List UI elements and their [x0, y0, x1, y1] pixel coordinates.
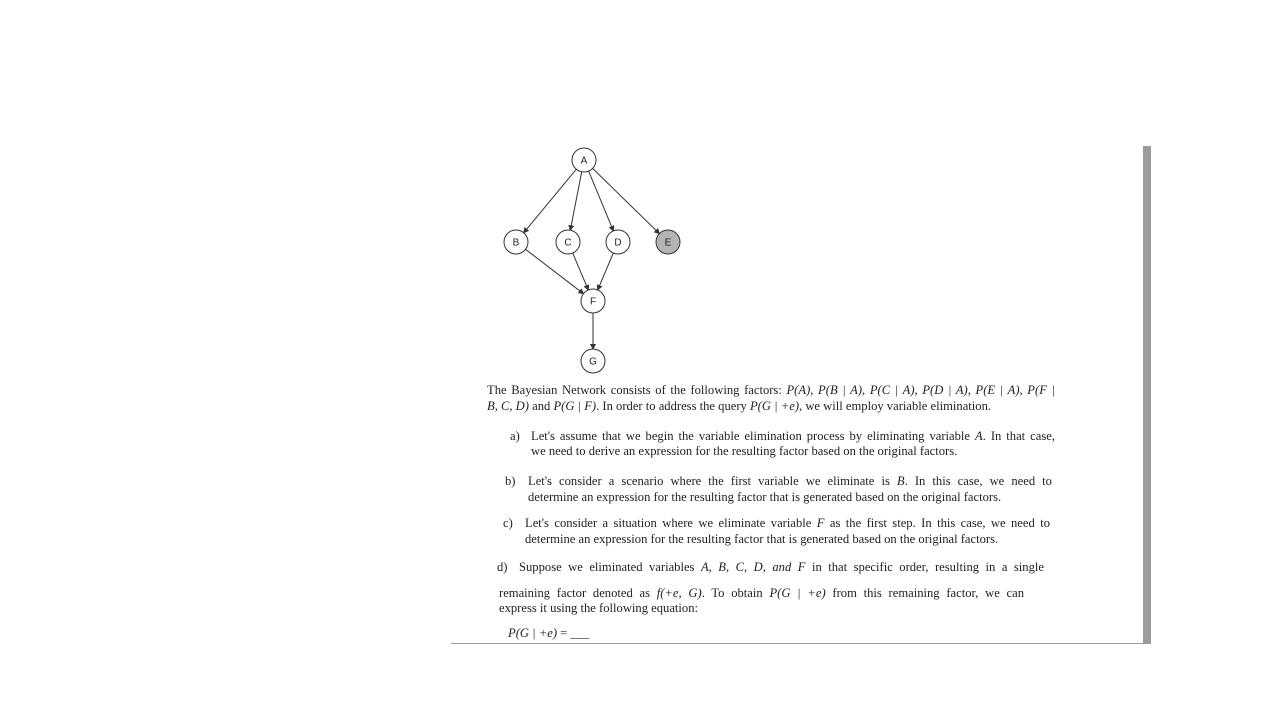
question-d-equation: P(G | +e) = ___: [508, 626, 590, 640]
question-b-line-2: determine an expression for the resulting factor that is generated based on the original factors.: [528, 490, 1002, 504]
node-e-label: E: [664, 237, 672, 249]
edge-b-f: [526, 249, 584, 293]
question-d-line-2: remaining factor denoted as f(+e, G). To obtain P(G | +e) from this remaining factor, we can: [499, 586, 1024, 600]
question-d-marker: d): [497, 560, 508, 574]
intro-line-1: The Bayesian Network consists of the following factors: P(A), P(B | A), P(C | A), P(D | A), P(E | A), P(F |: [487, 383, 1056, 397]
node-a-label: A: [580, 155, 588, 167]
question-c-marker: c): [503, 516, 513, 530]
edge-a-c: [570, 172, 581, 230]
edge-d-f: [598, 253, 614, 290]
node-g: [581, 349, 605, 373]
node-c: [556, 230, 580, 254]
question-c-line-1: Let's consider a situation where we eliminate variable F as the first step. In this case, we need to: [525, 516, 1050, 530]
edge-a-e: [593, 168, 660, 233]
edge-a-b: [524, 169, 577, 233]
node-f-label: F: [589, 296, 597, 308]
node-f: [581, 289, 605, 313]
question-c-line-2: determine an expression for the resulting factor that is generated based on the original factors.: [525, 532, 999, 546]
node-b: [504, 230, 528, 254]
node-b-label: B: [512, 237, 520, 249]
question-d-line-3: express it using the following equation:: [499, 601, 699, 615]
node-e: [656, 230, 680, 254]
edge-a-d: [589, 171, 614, 231]
node-a: [572, 148, 596, 172]
question-d-line-1: Suppose we eliminated variables A, B, C, D, and F in that specific order, resulting in a single: [519, 560, 1044, 574]
intro-line-2: B, C, D) and P(G | F). In order to address the query P(G | +e), we will employ variable elimination.: [487, 399, 992, 413]
question-a-marker: a): [510, 429, 520, 443]
node-d-label: D: [614, 237, 622, 249]
question-a-line-2: we need to derive an expression for the resulting factor based on the original factors.: [531, 444, 958, 458]
node-c-label: C: [564, 237, 572, 249]
question-b-line-1: Let's consider a scenario where the first variable we eliminate is B. In this case, we need to: [528, 474, 1052, 488]
question-b-marker: b): [505, 474, 516, 488]
node-d: [606, 230, 630, 254]
edge-c-f: [573, 253, 589, 290]
question-a-line-1: Let's assume that we begin the variable elimination process by eliminating variable A. In that case,: [531, 429, 1055, 443]
node-g-label: G: [589, 356, 597, 368]
